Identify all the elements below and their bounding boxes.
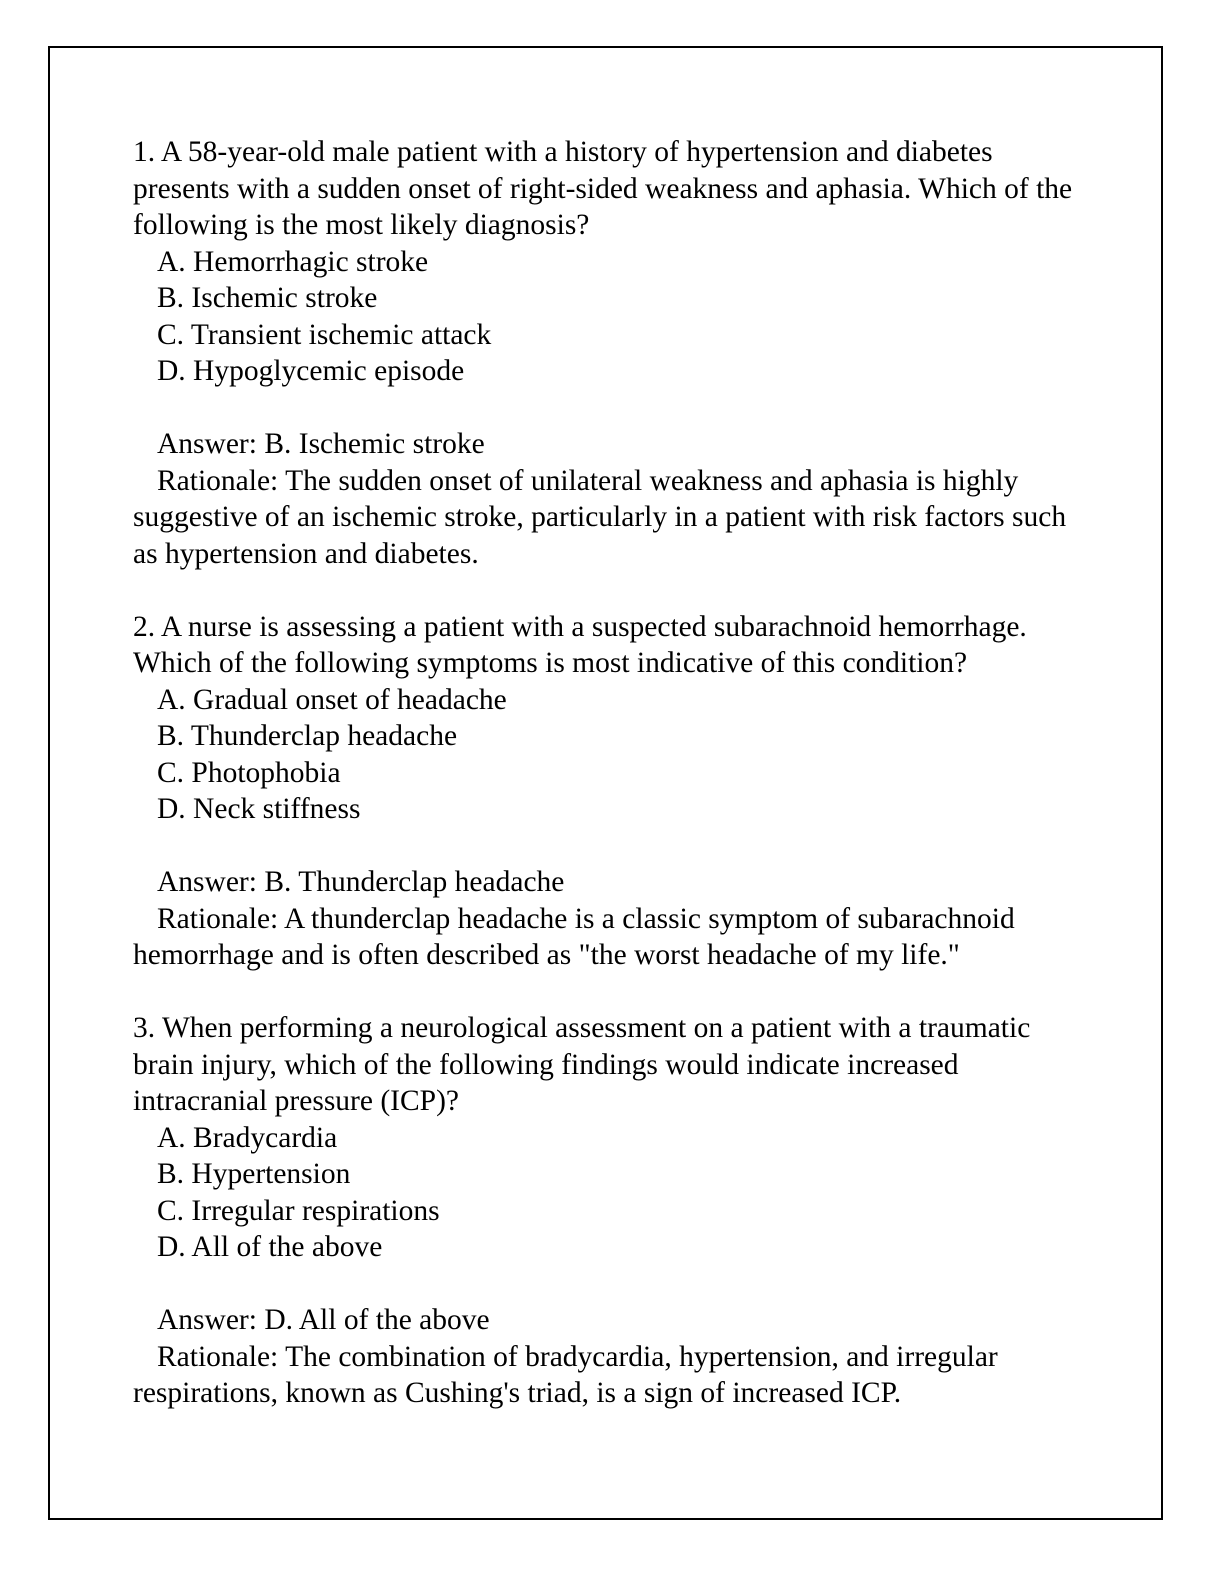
question-1-text: 1. A 58-year-old male patient with a history of hypertension and diabetes presents with a sudden onset of right-sided weakness and aphasia. Which of the following is the most likely diagnosis?	[133, 136, 1073, 241]
question-2-option-d: D. Neck stiffness	[157, 793, 361, 825]
question-1-option-c: C. Transient ischemic attack	[157, 318, 492, 351]
question-3-text: 3. When performing a neurological assessment on a patient with a traumatic brain injury, which of the following findings would indicate increased intracranial pressure (ICP)?	[133, 1012, 1031, 1117]
spacer	[133, 572, 1093, 609]
question-3-answer: Answer: D. All of the above	[157, 1304, 490, 1336]
question-3-option-a: A. Bradycardia	[157, 1121, 338, 1154]
question-3-option-c: C. Irregular respirations	[157, 1194, 440, 1227]
question-2	[133, 609, 1093, 974]
spacer	[133, 974, 1093, 1011]
question-2-option-a: A. Gradual onset of headache	[157, 683, 507, 716]
question-1-option-a: A. Hemorrhagic stroke	[157, 245, 429, 278]
question-1-option-b: B. Ischemic stroke	[157, 282, 378, 314]
question-2-rationale: Rationale: A thunderclap headache is a classic symptom of subarachnoid hemorrhage and is often described as "the worst headache of my life."	[133, 902, 1015, 971]
question-3	[133, 1010, 1093, 1412]
spacer	[133, 1266, 1093, 1303]
question-3-option-d: D. All of the above	[157, 1231, 383, 1263]
question-3-rationale: Rationale: The combination of bradycardia, hypertension, and irregular respirations, known as Cushing's triad, is a sign of increased ICP.	[133, 1340, 998, 1409]
question-1-rationale: Rationale: The sudden onset of unilateral weakness and aphasia is highly suggestive of an ischemic stroke, particularly in a patient with risk factors such as hypertension and diabetes.	[133, 464, 1067, 570]
question-2-option-c: C. Photophobia	[157, 756, 341, 789]
question-2-answer: Answer: B. Thunderclap headache	[157, 866, 565, 898]
question-1-option-d: D. Hypoglycemic episode	[157, 355, 465, 387]
question-2-text: 2. A nurse is assessing a patient with a suspected subarachnoid hemorrhage. Which of the following symptoms is most indicative of this condition?	[133, 610, 1027, 679]
question-3-option-b: B. Hypertension	[157, 1158, 351, 1190]
question-2-option-b: B. Thunderclap headache	[157, 720, 458, 752]
question-1-answer: Answer: B. Ischemic stroke	[157, 428, 485, 460]
document-body	[133, 134, 1093, 1412]
spacer	[133, 390, 1093, 427]
question-1	[133, 134, 1093, 572]
spacer	[133, 828, 1093, 865]
